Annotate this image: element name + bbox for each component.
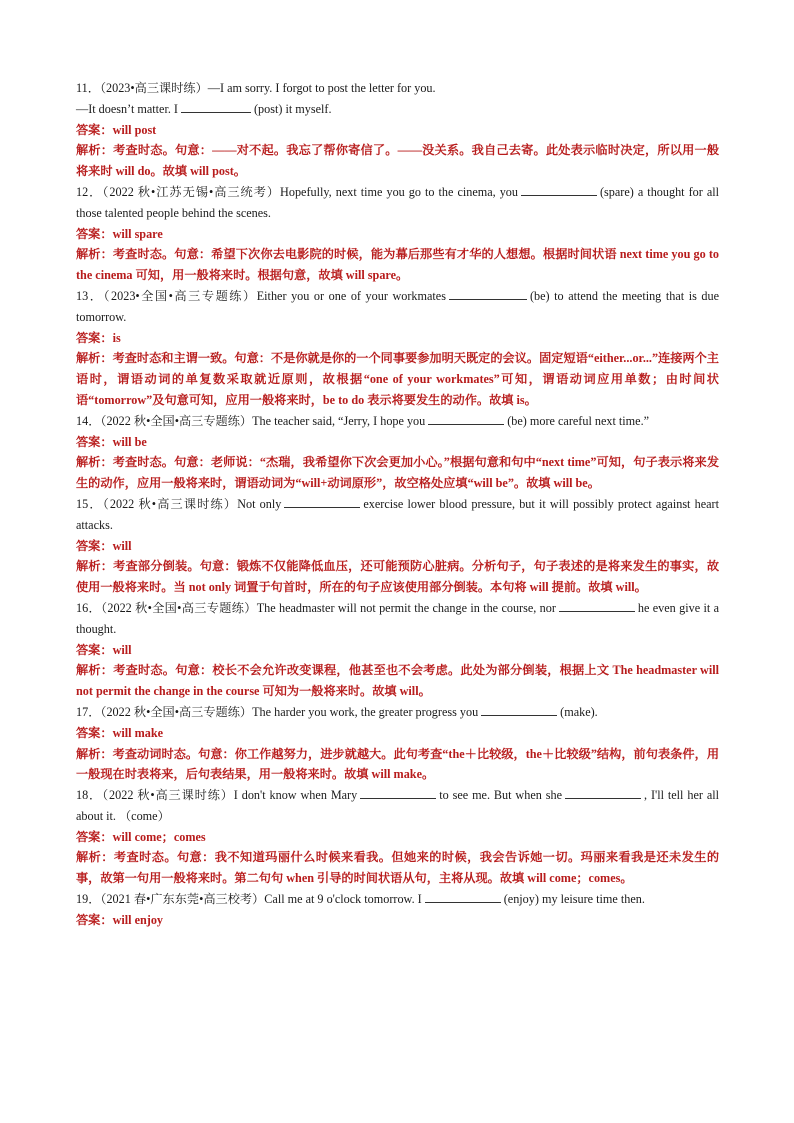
question-12 bbox=[76, 182, 719, 286]
answer-blank bbox=[425, 889, 501, 903]
question-text: 13．（2023•全国•高三专题练）Either you or one of your workmates (be) to attend the meeting that is due tomorrow. bbox=[76, 286, 719, 328]
answer-line: 答案：will bbox=[76, 642, 132, 657]
answer-line: 答案：is bbox=[76, 330, 121, 345]
question-14 bbox=[76, 411, 719, 494]
answer-blank bbox=[481, 702, 557, 716]
document-page bbox=[76, 78, 719, 931]
explanation: 解析：考查动词时态。句意：你工作越努力，进步就越大。此句考查“the＋比较级，the＋比较级”结构，前句表条件，用一般现在时表将来，后句表结果，用一般将来时。故填 will make。 bbox=[76, 746, 720, 782]
question-19 bbox=[76, 889, 719, 931]
answer-blank bbox=[360, 785, 436, 799]
explanation: 解析：考查时态。句意：老师说：“杰瑞，我希望你下次会更加小心。”根据句意和句中“next time”可知，句子表示将来发生的动作，应用一般将来时，谓语动词为“will+动词原形”，故空格处应填“will be”。故填 will be。 bbox=[76, 455, 720, 491]
question-11 bbox=[76, 78, 719, 182]
question-text: 16．（2022 秋•全国•高三专题练）The headmaster will not permit the change in the course, nor he even give it a thought. bbox=[76, 598, 719, 640]
explanation: 解析：考查时态。句意：希望下次你去电影院的时候，能为幕后那些有才华的人想想。根据时间状语 next time you go to the cinema 可知，用一般将来时。根据句意，故填 will spare。 bbox=[76, 247, 720, 283]
question-text: 19．（2021 春•广东东莞•高三校考）Call me at 9 o'clock tomorrow. I (enjoy) my leisure time then. bbox=[76, 889, 719, 910]
answer-line: 答案：will be bbox=[76, 434, 147, 449]
question-text: 15．（2022 秋•高三课时练）Not only exercise lower blood pressure, but it will possibly protect against heart attacks. bbox=[76, 494, 719, 536]
answer-blank bbox=[284, 494, 360, 508]
answer-blank bbox=[521, 182, 597, 196]
question-text: 14．（2022 秋•全国•高三专题练）The teacher said, “Jerry, I hope you (be) more careful next time.” bbox=[76, 411, 719, 432]
answer-line: 答案：will come；comes bbox=[76, 829, 206, 844]
answer-line: 答案：will post bbox=[76, 122, 157, 137]
explanation: 解析：考查时态。句意：——对不起。我忘了帮你寄信了。——没关系。我自己去寄。此处表示临时决定，所以用一般将来时 will do。故填 will post。 bbox=[76, 143, 720, 179]
answer-line: 答案：will enjoy bbox=[76, 912, 164, 927]
explanation: 解析：考查部分倒装。句意：锻炼不仅能降低血压，还可能预防心脏病。分析句子，句子表述的是将来发生的事实，故使用一般将来时。当 not only 词置于句首时，所在的句子应该使用部分倒装。本句将 will 提前。故填 will。 bbox=[76, 559, 720, 595]
question-15 bbox=[76, 494, 719, 598]
answer-line: 答案：will spare bbox=[76, 226, 163, 241]
explanation: 解析：考查时态和主谓一致。句意：不是你就是你的一个同事要参加明天既定的会议。固定短语“either...or...”连接两个主语时，谓语动词的单复数采取就近原则，故根据“one of your workmates”可知，谓语动词应用单数；由时间状语“tomorrow”及句意可知，应用一般将来时，be to do 表示将要发生的动作。故填 is。 bbox=[76, 351, 719, 407]
answer-blank bbox=[428, 411, 504, 425]
answer-blank bbox=[181, 99, 251, 113]
question-17 bbox=[76, 702, 719, 785]
answer-blank bbox=[565, 785, 641, 799]
question-16 bbox=[76, 598, 719, 702]
question-18 bbox=[76, 785, 719, 889]
explanation: 解析：考查时态。句意：我不知道玛丽什么时候来看我。但她来的时候，我会告诉她一切。玛丽来看我是还未发生的事，故第一句用一般将来时。第二句句 when 引导的时间状语从句，主将从现。故填 will come；comes。 bbox=[76, 850, 720, 886]
question-text: 18．（2022 秋•高三课时练）I don't know when Mary to see me. But when she , I'll tell her all about it. （come） bbox=[76, 785, 719, 827]
answer-line: 答案：will make bbox=[76, 725, 164, 740]
answer-blank bbox=[559, 598, 635, 612]
explanation: 解析：考查时态。句意：校长不会允许改变课程，他甚至也不会考虑。此处为部分倒装，根据上文 The headmaster will not permit the change in the course 可知为一般将来时。故填 will。 bbox=[76, 663, 719, 699]
question-text: 11．（2023•高三课时练）—I am sorry. I forgot to post the letter for you. bbox=[76, 81, 436, 95]
answer-line: 答案：will bbox=[76, 538, 132, 553]
question-text: 12．（2022 秋•江苏无锡•高三统考）Hopefully, next time you go to the cinema, you (spare) a thought for all those talented people behind the scenes. bbox=[76, 182, 719, 224]
question-text: 17．（2022 秋•全国•高三专题练）The harder you work, the greater progress you (make). bbox=[76, 702, 719, 723]
question-13 bbox=[76, 286, 719, 411]
answer-blank bbox=[449, 286, 527, 300]
question-text: —It doesn’t matter. I (post) it myself. bbox=[76, 99, 719, 120]
